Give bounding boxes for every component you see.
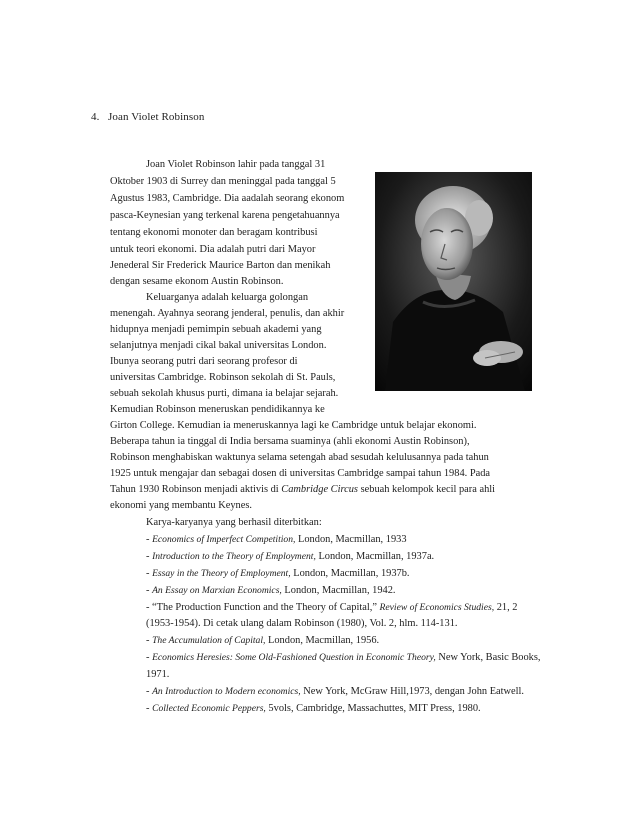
paragraph-line: untuk teori ekonomi. Dia adalah putri dari Mayor [110, 244, 316, 255]
work-item: - The Accumulation of Capital, London, Macmillan, 1956. [146, 635, 380, 646]
paragraph-line: sebuah sekolah khusus purti, dimana ia belajar sejarah. [110, 388, 339, 399]
paragraph-line: Robinson menghabiskan waktunya selama setengah abad sesudah kelulusannya pada tahun [110, 452, 489, 463]
paragraph-line: hidupnya menjadi pemimpin sebuah akademi yang [110, 324, 322, 335]
paragraph-line: menengah. Ayahnya seorang jenderal, penulis, dan akhir [110, 308, 345, 319]
works-intro: Karya-karyanya yang berhasil diterbitkan: [146, 517, 322, 528]
section-heading [91, 111, 204, 123]
work-title: Review of Economics Studies, [379, 602, 495, 613]
paragraph-line: selanjutnya menjadi cikal bakal universitas London. [110, 340, 327, 351]
paragraph-line: Oktober 1903 di Surrey dan meninggal pada tanggal 5 [110, 176, 336, 187]
paragraph-line: Beberapa tahun ia tinggal di India bersama suaminya (ahli ekonomi Austin Robinson), [110, 436, 470, 447]
work-item: - Economics of Imperfect Competition, London, Macmillan, 1933 [146, 534, 407, 545]
section-number: 4. [91, 111, 100, 123]
paragraph-line: ekonomi yang membantu Keynes. [110, 500, 252, 511]
work-item: - Collected Economic Peppers, 5vols, Cambridge, Massachuttes, MIT Press, 1980. [146, 703, 481, 714]
paragraph-line: tentang ekonomi monoter dan beragam kontribusi [110, 227, 318, 238]
work-item: - Economics Heresies: Some Old-Fashioned Question in Economic Theory, New York, Basic Books, [146, 652, 541, 663]
work-title: An Essay on Marxian Economics, [152, 585, 282, 596]
paragraph-line: dengan sesame ekonom Austin Robinson. [110, 276, 284, 287]
work-item: - An Essay on Marxian Economics, London, Macmillan, 1942. [146, 585, 396, 596]
paragraph-line: Joan Violet Robinson lahir pada tanggal 31 [146, 159, 326, 170]
paragraph-line [110, 483, 495, 496]
work-title: The Accumulation of Capital, [152, 635, 266, 646]
work-title: Introduction to the Theory of Employment, [152, 551, 316, 562]
paragraph-line: Ibunya seorang putri dari seorang profesor di [110, 356, 298, 367]
paragraph-line: Keluarganya adalah keluarga golongan [146, 292, 309, 303]
paragraph-line: 1925 untuk mengajar dan sebagai dosen di universitas Cambridge sampai tahun 1984. Pada [110, 468, 491, 479]
paragraph-line: Kemudian Robinson meneruskan pendidikannya ke [110, 404, 325, 415]
paragraph-line: Agustus 1983, Cambridge. Dia aadalah seorang ekonom [110, 193, 345, 204]
work-title: Essay in the Theory of Employment, [152, 568, 291, 579]
line-text: sebuah kelompok kecil para ahli [360, 484, 496, 495]
work-item: - Essay in the Theory of Employment, London, Macmillan, 1937b. [146, 568, 410, 579]
work-item: - “The Production Function and the Theory of Capital,” Review of Economics Studies, 21, 2 [146, 602, 518, 613]
line-text: Tahun 1930 Robinson menjadi aktivis di [110, 484, 279, 495]
work-title: Collected Economic Peppers, [152, 703, 266, 714]
work-item: - Introduction to the Theory of Employment, London, Macmillan, 1937a. [146, 551, 435, 562]
work-title: Economics Heresies: Some Old-Fashioned Question in Economic Theory, [152, 652, 436, 663]
section-title: Joan Violet Robinson [108, 111, 205, 123]
portrait-photo [375, 172, 532, 391]
work-title: An Introduction to Modern economics, [152, 686, 301, 697]
paragraph-line: Jenederal Sir Frederick Maurice Barton dan menikah [110, 260, 331, 271]
work-item-continued: (1953-1954). Di cetak ulang dalam Robinson (1980), Vol. 2, hlm. 114-131. [146, 618, 458, 629]
work-title: Economics of Imperfect Competition, [152, 534, 296, 545]
work-item-continued: 1971. [146, 669, 170, 680]
work-item: - An Introduction to Modern economics, New York, McGraw Hill,1973, dengan John Eatwell. [146, 686, 525, 697]
cambridge-circus-term: Cambridge Circus [281, 484, 358, 495]
paragraph-line: pasca-Keynesian yang terkenal karena pengetahuannya [110, 210, 340, 221]
paragraph-line: Girton College. Kemudian ia meneruskannya lagi ke Cambridge untuk belajar ekonomi. [110, 420, 477, 431]
paragraph-line: universitas Cambridge. Robinson sekolah di St. Pauls, [110, 372, 336, 383]
